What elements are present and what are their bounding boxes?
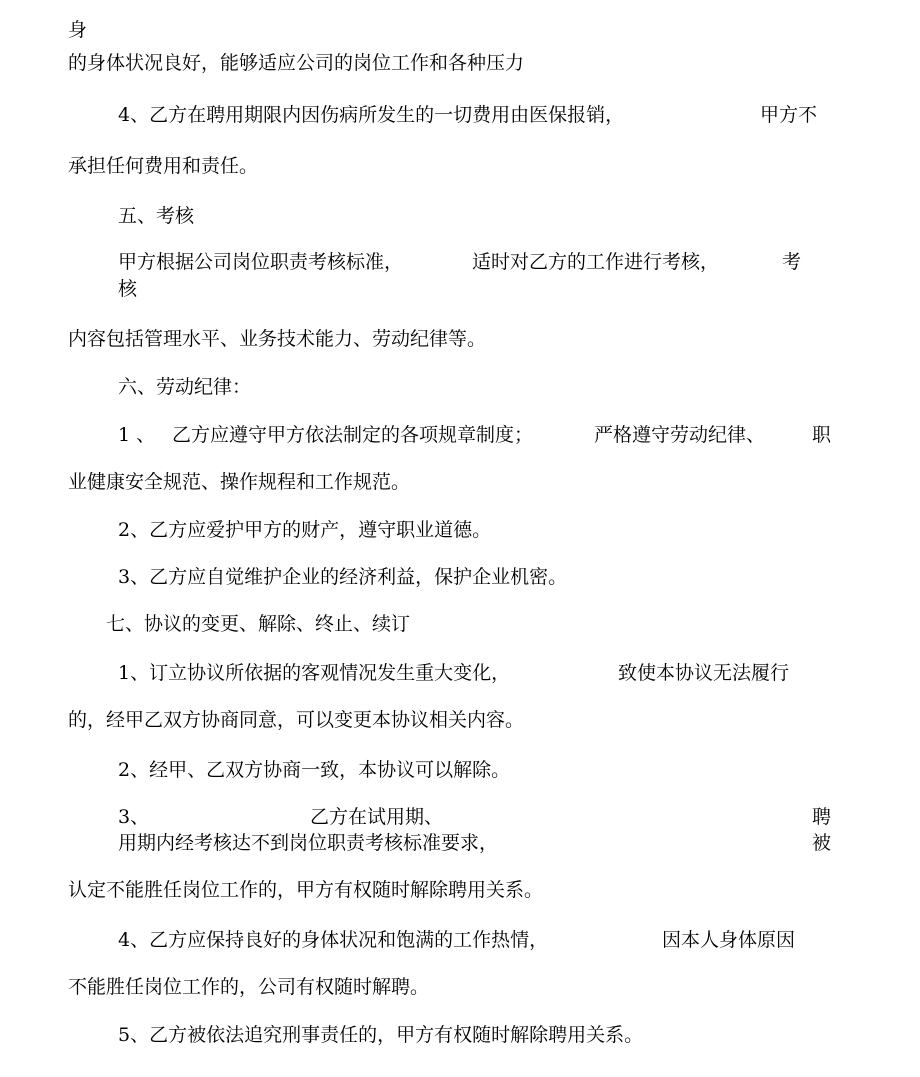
text-line <box>118 805 838 829</box>
section-heading-text: 七、协议的变更、解除、终止、续订 <box>106 613 411 635</box>
text-line-content: 2、乙方应爱护甲方的财产，遵守职业道德。 <box>118 519 492 541</box>
section-heading <box>106 612 410 636</box>
text-line-content: 的，经甲乙双方协商同意，可以变更本协议相关内容。 <box>68 709 525 731</box>
text-line <box>68 51 524 75</box>
section-heading-text: 六、劳动纪律： <box>118 376 252 398</box>
text-line <box>68 975 429 999</box>
text-line-content: 2、经甲、乙双方协商一致，本协议可以解除。 <box>118 759 511 781</box>
text-segment: 严格遵守劳动纪律、 <box>594 424 766 446</box>
text-segment: 4、乙方在聘用期限内因伤病所发生的一切费用由医保报销， <box>118 104 625 126</box>
text-line <box>118 423 848 447</box>
text-line <box>118 1023 643 1047</box>
text-line-content: 身 <box>68 19 88 41</box>
text-line <box>118 928 818 952</box>
text-line-content: 内容包括管理水平、业务技术能力、劳动纪律等。 <box>68 328 487 350</box>
text-line <box>118 518 491 542</box>
text-segment: 乙方在试用期、 <box>310 806 444 828</box>
text-line <box>68 154 258 178</box>
text-line-content: 的身体状况良好，能够适应公司的岗位工作和各种压力 <box>68 52 525 74</box>
text-line-content: 5、乙方被依法追究刑事责任的，甲方有权随时解除聘用关系。 <box>118 1024 644 1046</box>
text-segment: 乙方应遵守甲方依法制定的各项规章制度； <box>172 424 534 446</box>
text-segment: 4、乙方应保持良好的身体状况和饱满的工作热情， <box>118 929 549 951</box>
section-heading <box>118 204 194 228</box>
text-line <box>118 277 137 301</box>
text-segment: 聘 <box>812 806 832 828</box>
text-line <box>68 708 524 732</box>
text-segment: 甲方不 <box>760 104 818 126</box>
text-segment: 被 <box>812 832 832 854</box>
text-segment: 考 <box>782 251 802 273</box>
text-line-content: 不能胜任岗位工作的，公司有权随时解聘。 <box>68 976 430 998</box>
text-segment: 职 <box>812 424 832 446</box>
text-line <box>68 878 543 902</box>
text-line <box>68 470 410 494</box>
text-segment: 甲方根据公司岗位职责考核标准， <box>118 251 404 273</box>
text-line <box>118 831 838 855</box>
text-line <box>118 250 818 274</box>
text-line-content: 业健康安全规范、操作规程和工作规范。 <box>68 471 411 493</box>
text-line <box>118 103 838 127</box>
text-line <box>118 661 818 685</box>
text-segment: 致使本协议无法履行 <box>618 662 790 684</box>
text-line-content: 认定不能胜任岗位工作的，甲方有权随时解除聘用关系。 <box>68 879 544 901</box>
text-segment: 3、 <box>118 806 150 828</box>
section-heading <box>118 375 251 399</box>
text-line <box>118 565 567 589</box>
text-line <box>68 327 486 351</box>
text-segment: 1 、 <box>118 424 156 446</box>
text-line <box>68 18 87 42</box>
text-segment: 适时对乙方的工作进行考核， <box>472 251 720 273</box>
section-heading-text: 五、考核 <box>118 205 195 227</box>
text-segment: 1、订立协议所依据的客观情况发生重大变化， <box>118 662 511 684</box>
text-segment: 用期内经考核达不到岗位职责考核标准要求， <box>118 832 499 854</box>
text-line-content: 核 <box>118 278 138 300</box>
text-line-content: 3、乙方应自觉维护企业的经济利益，保护企业机密。 <box>118 566 568 588</box>
text-line-content: 承担任何费用和责任。 <box>68 155 259 177</box>
text-line <box>118 758 510 782</box>
text-segment: 因本人身体原因 <box>662 929 796 951</box>
